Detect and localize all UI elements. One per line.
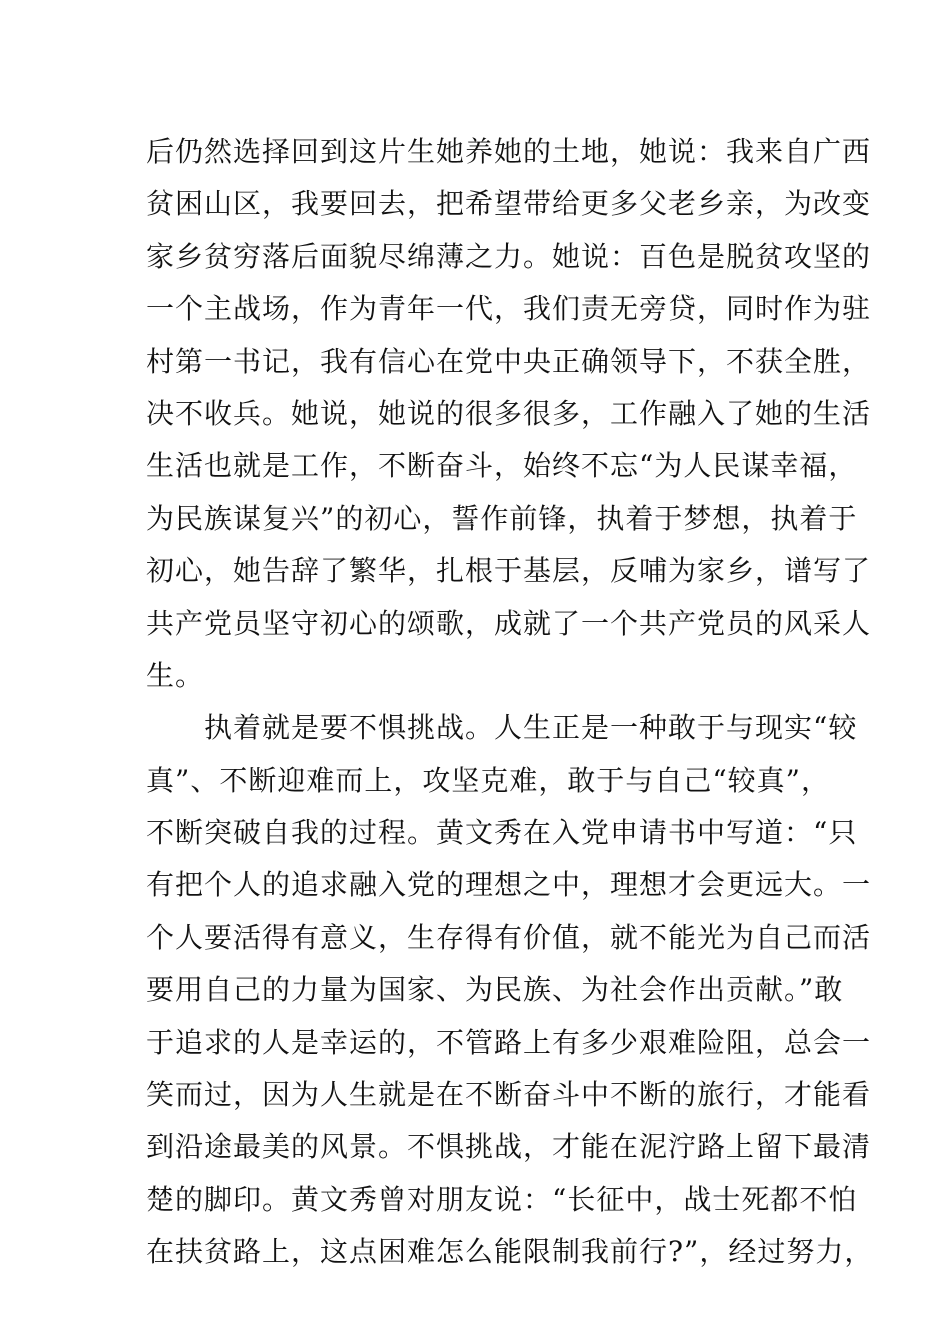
text-line: 决不收兵。她说，她说的很多很多，工作融入了她的生活: [146, 396, 872, 430]
body-text: [146, 126, 874, 1279]
text-line: 真”、不断迎难而上，攻坚克难，敢于与自己“较真”，: [146, 763, 830, 797]
text-line: 有把个人的追求融入党的理想之中，理想才会更远大。一: [146, 868, 872, 902]
text-line: 要用自己的力量为国家、为民族、为社会作出贡献。”敢: [146, 973, 844, 1007]
text-line: 楚的脚印。黄文秀曾对朋友说：“长征中，战士死都不怕: [146, 1182, 858, 1216]
text-line: 贫困山区，我要回去，把希望带给更多父老乡亲，为改变: [146, 187, 872, 221]
text-line: 村第一书记，我有信心在党中央正确领导下，不获全胜，: [146, 344, 872, 378]
text-line: 生活也就是工作，不断奋斗，始终不忘“为人民谋幸福，: [146, 449, 858, 483]
text-line: 家乡贫穷落后面貌尽绵薄之力。她说：百色是脱贫攻坚的: [146, 239, 872, 273]
text-line: 一个主战场，作为青年一代，我们责无旁贷，同时作为驻: [146, 292, 872, 326]
text-line: 在扶贫路上，这点困难怎么能限制我前行?”，经过努力，: [146, 1235, 874, 1269]
text-line: 初心，她告辞了繁华，扎根于基层，反哺为家乡，谱写了: [146, 554, 872, 588]
paragraph-start-line: 执着就是要不惧挑战。人生正是一种敢于与现实“较: [146, 711, 858, 745]
text-line: 生。: [146, 658, 205, 692]
text-line: 于追求的人是幸运的，不管路上有多少艰难险阻，总会一: [146, 1025, 872, 1059]
text-line: 为民族谋复兴”的初心，誓作前锋，执着于梦想，执着于: [146, 501, 858, 535]
text-line: 不断突破自我的过程。黄文秀在入党申请书中写道：“只: [146, 816, 858, 850]
text-line: 后仍然选择回到这片生她养她的土地，她说：我来自广西: [146, 135, 872, 168]
text-line: 个人要活得有意义，生存得有价值，就不能光为自己而活: [146, 920, 872, 954]
text-line: 共产党员坚守初心的颂歌，成就了一个共产党员的风采人: [146, 606, 872, 640]
text-line: 笑而过，因为人生就是在不断奋斗中不断的旅行，才能看: [146, 1078, 872, 1112]
text-line: 到沿途最美的风景。不惧挑战，才能在泥泞路上留下最清: [146, 1130, 872, 1164]
